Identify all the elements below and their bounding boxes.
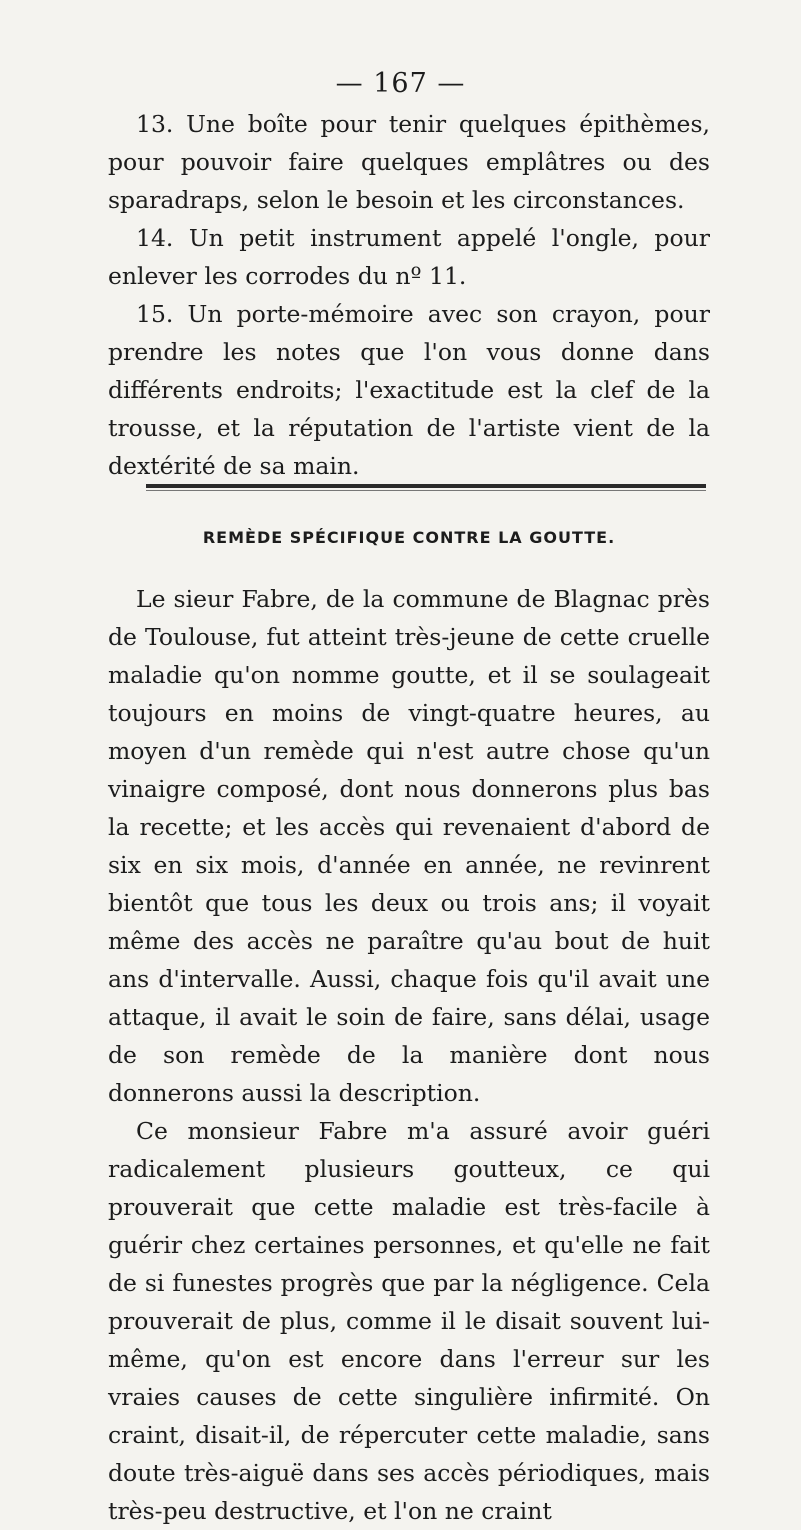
section-title: REMÈDE SPÉCIFIQUE CONTRE LA GOUTTE. (202, 528, 616, 547)
item-14: 14. Un petit instrument appelé l'ongle, pour enlever les corrodes du nº 11. (108, 224, 710, 290)
section-divider (146, 484, 706, 488)
paragraph-1: Le sieur Fabre, de la commune de Blagnac près de Toulouse, fut atteint très-jeune de cette cruelle maladie qu'on nomme goutte, et il se soulageait toujours en moins de vingt-quatre heures, au moyen d'un remède qui n'est autre chose qu'un vinaigre composé, dont nous donnerons plus bas la recette; et les accès qui revenaient d'abord de six en six mois, d'année en année, ne revinrent bientôt que tous les deux ou trois ans; il voyait même des accès ne paraître qu'au bout de huit ans d'intervalle. Aussi, chaque fois qu'il avait une attaque, il avait le soin de faire, sans délai, usage de son remède de la manière dont nous donnerons aussi la description. (108, 585, 710, 1107)
page-number: — 167 — (335, 68, 466, 99)
item-13: 13. Une boîte pour tenir quelques épithèmes, pour pouvoir faire quelques emplâtres ou des sparadraps, selon le besoin et les circonstances. (108, 110, 710, 214)
paragraph-2: Ce monsieur Fabre m'a assuré avoir guéri radicalement plusieurs goutteux, ce qui prouverait que cette maladie est très-facile à guérir chez certaines personnes, et qu'elle ne fait de si funestes progrès que par la négligence. Cela prouverait de plus, comme il le disait souvent lui-même, qu'on est encore dans l'erreur sur les vraies causes de cette singulière infirmité. On craint, disait-il, de répercuter cette maladie, sans doute très-aiguë dans ses accès périodiques, mais très-peu destructive, et l'on ne craint (108, 1117, 710, 1525)
first-section (108, 105, 710, 485)
second-section (108, 580, 710, 1530)
item-15: 15. Un porte-mémoire avec son crayon, pour prendre les notes que l'on vous donne dans différents endroits; l'exactitude est la clef de la trousse, et la réputation de l'artiste vient de la dextérité de sa main. (108, 300, 710, 480)
